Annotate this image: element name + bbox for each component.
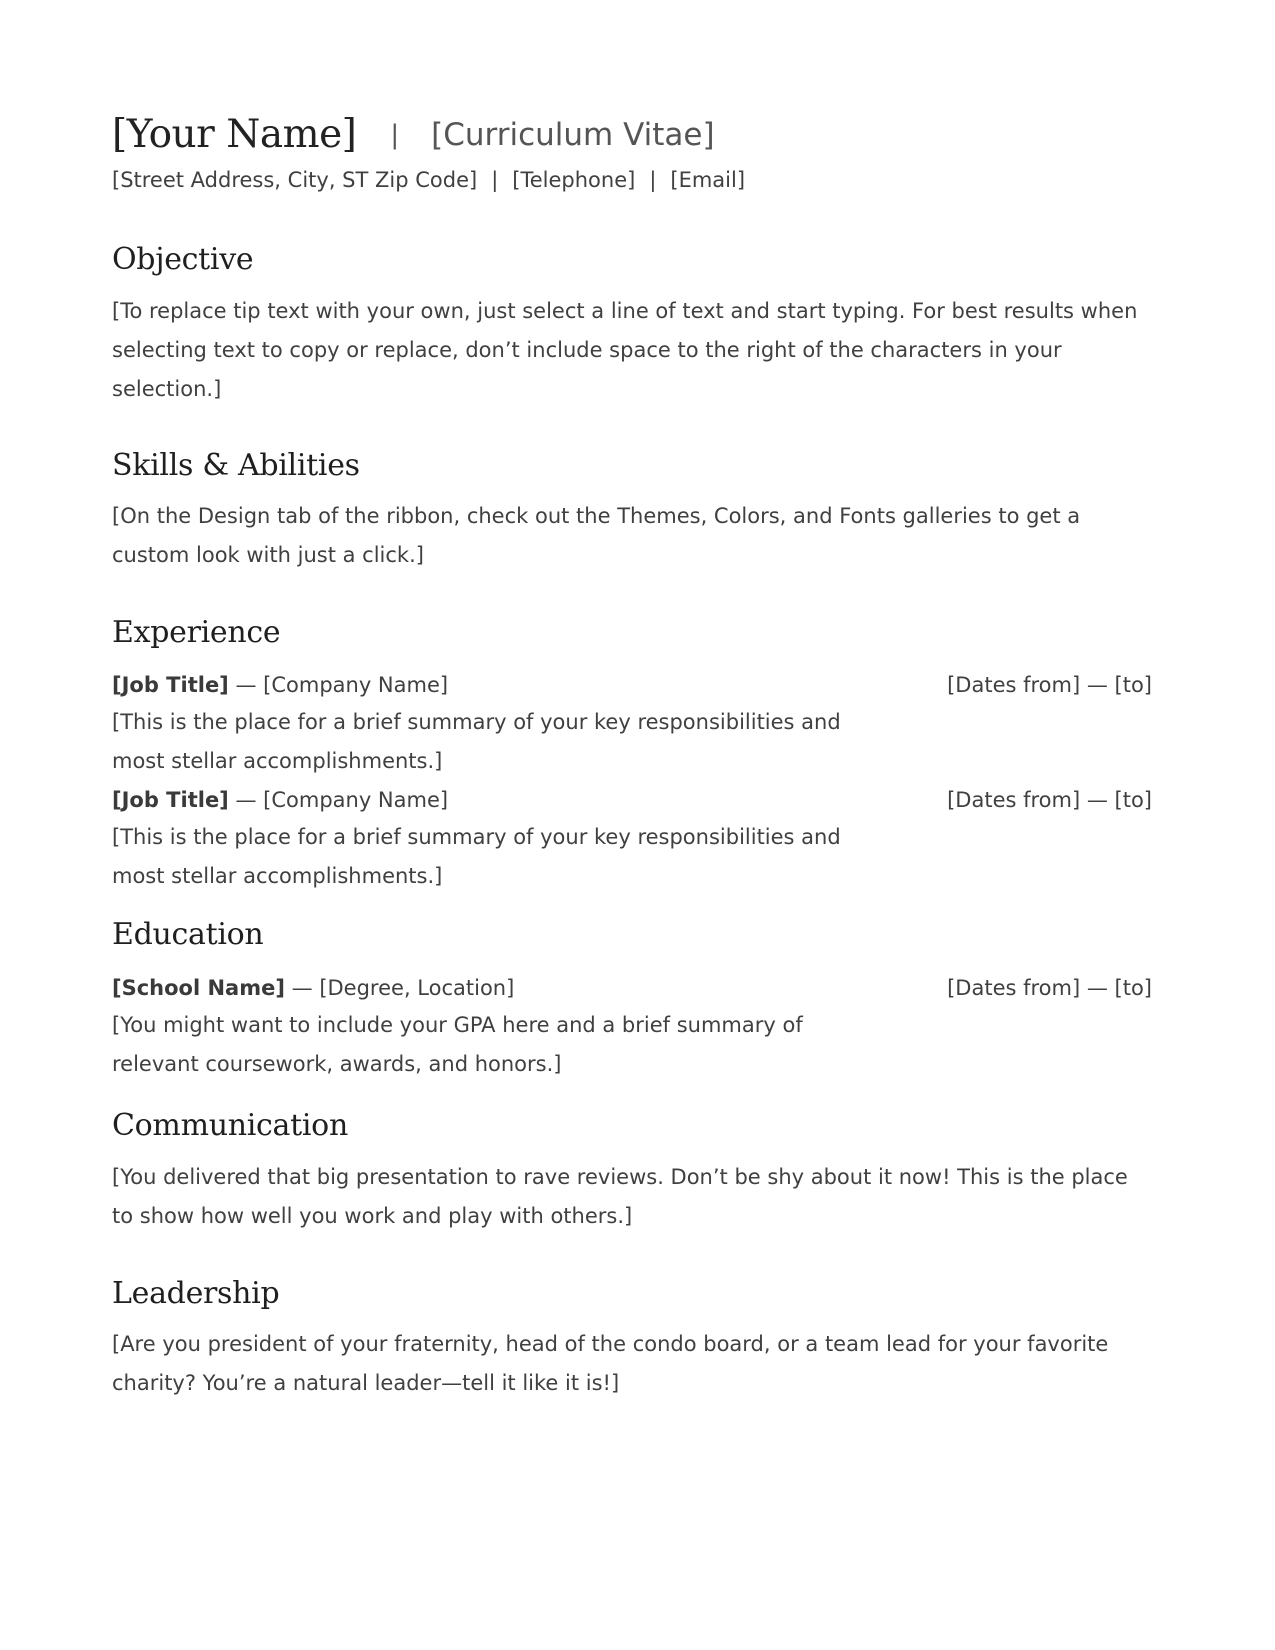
job-description[interactable]: [This is the place for a brief summary of your key responsibilities and most stellar accomplishments.] <box>112 710 841 773</box>
name-line <box>112 112 715 157</box>
job-title[interactable]: [Job Title] <box>112 673 229 697</box>
address[interactable]: [Street Address, City, ST Zip Code] <box>112 168 478 192</box>
objective-heading: Objective <box>112 242 254 277</box>
document-title[interactable]: [Curriculum Vitae] <box>431 117 715 153</box>
dash: — <box>284 976 320 1000</box>
job-entry-header <box>112 788 1152 812</box>
your-name[interactable]: [Your Name] <box>112 112 357 157</box>
contact-separator: | <box>649 168 657 192</box>
communication-heading: Communication <box>112 1108 348 1143</box>
objective-text[interactable]: [To replace tip text with your own, just select a line of text and start typing. For best results when selecting text to copy or replace, don’t include space to the right of the characters in your selection.] <box>112 299 1138 401</box>
title-separator: | <box>390 120 400 150</box>
leadership-heading: Leadership <box>112 1276 280 1311</box>
school-name[interactable]: [School Name] <box>112 976 285 1000</box>
job-entry-header <box>112 673 1152 697</box>
job-title-company <box>112 673 448 697</box>
company-name[interactable]: [Company Name] <box>263 673 449 697</box>
job-title[interactable]: [Job Title] <box>112 788 229 812</box>
skills-text[interactable]: [On the Design tab of the ribbon, check out the Themes, Colors, and Fonts galleries to get a custom look with just a click.] <box>112 504 1081 567</box>
job-description[interactable]: [This is the place for a brief summary of your key responsibilities and most stellar accomplishments.] <box>112 825 841 888</box>
leadership-text[interactable]: [Are you president of your fraternity, head of the condo board, or a team lead for your favorite charity? You’re a natural leader—tell it like it is!] <box>112 1332 1109 1395</box>
email[interactable]: [Email] <box>670 168 746 192</box>
school-degree <box>112 976 514 1000</box>
job-dates[interactable]: [Dates from] — [to] <box>947 673 1152 697</box>
contact-line <box>112 168 745 192</box>
education-entry-header <box>112 976 1152 1000</box>
dash: — <box>228 788 264 812</box>
experience-heading: Experience <box>112 615 281 650</box>
skills-heading: Skills & Abilities <box>112 448 360 483</box>
education-dates[interactable]: [Dates from] — [to] <box>947 976 1152 1000</box>
job-dates[interactable]: [Dates from] — [to] <box>947 788 1152 812</box>
communication-text[interactable]: [You delivered that big presentation to rave reviews. Don’t be shy about it now! This is the place to show how well you work and play with others.] <box>112 1165 1128 1228</box>
contact-separator: | <box>491 168 499 192</box>
telephone[interactable]: [Telephone] <box>512 168 636 192</box>
job-title-company <box>112 788 448 812</box>
education-description[interactable]: [You might want to include your GPA here and a brief summary of relevant coursework, awards, and honors.] <box>112 1013 803 1076</box>
dash: — <box>228 673 264 697</box>
education-heading: Education <box>112 917 264 952</box>
company-name[interactable]: [Company Name] <box>263 788 449 812</box>
degree-location[interactable]: [Degree, Location] <box>319 976 515 1000</box>
